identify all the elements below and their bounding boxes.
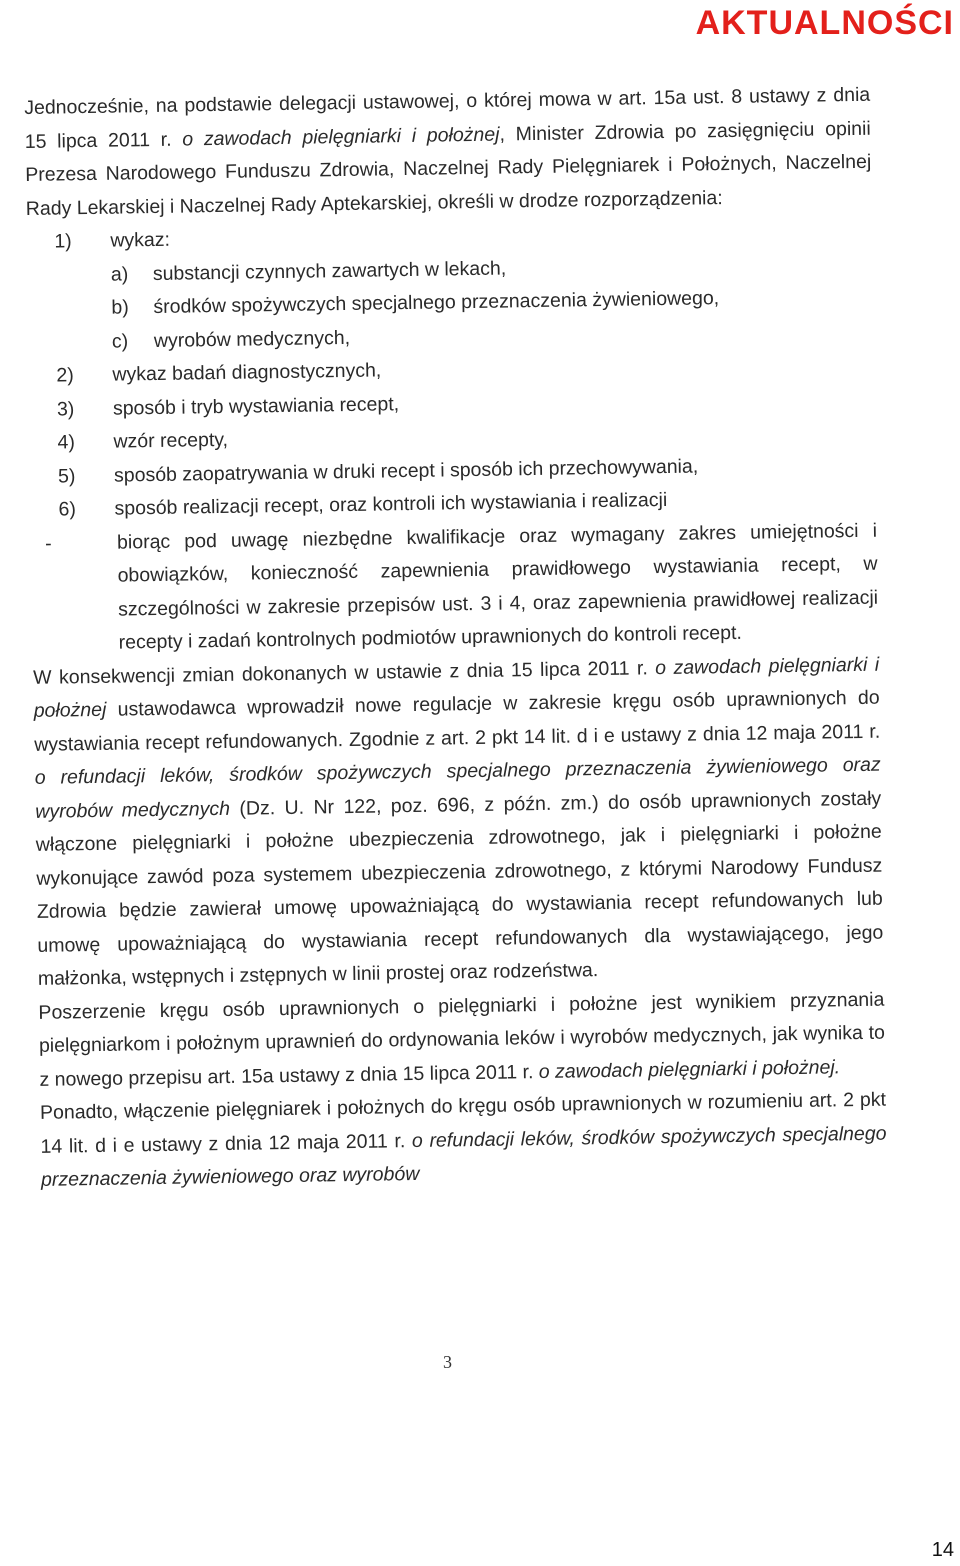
list-item: 3) sposób i tryb wystawiania recept, bbox=[56, 392, 400, 421]
document-body bbox=[24, 79, 887, 1198]
page-number: 3 bbox=[443, 1352, 452, 1372]
list-subitem: a) substancji czynnych zawartych w lekach, bbox=[110, 256, 507, 286]
list-item: 6) sposób realizacji recept, oraz kontroli ich wystawiania i realizacji bbox=[58, 488, 668, 521]
dash-item: - biorąc pod uwagę niezbędne kwalifikacje oraz wymagany zakres umiejętności i obowiązków, konieczność zapewnienia prawidłowego wystawiania recept, w szczególności w zakresie przepisów ust. 3 i 4, oraz zapewnienia prawidłowej realizacji recepty i zadań kontrolnych podmiotów uprawnionych do kontroli recept. bbox=[44, 519, 879, 654]
extension-paragraph: Poszerzenie kręgu osób uprawnionych o pielęgniarki i położne jest wynikiem przyznania pielęgniarkom i położnym uprawnień do ordynowania leków i wyrobów medycznych, jak wynika to z nowego przepisu art. 15a ustawy z dnia 15 lipca 2011 r. o zawodach pielęgniarki i położnej. bbox=[38, 988, 886, 1091]
section-header: AKTUALNOŚCI bbox=[695, 4, 954, 42]
intro-italic: o zawodach pielęgniarki i położnej bbox=[182, 123, 500, 151]
regulation-list bbox=[26, 213, 879, 662]
list-subitem: b) środków spożywczych specjalnego przeznaczenia żywieniowego, bbox=[111, 287, 720, 319]
consequence-paragraph: W konsekwencji zmian dokonanych w ustawie z dnia 15 lipca 2011 r. o zawodach pielęgniarki i położnej ustawodawca wprowadził nowe regulacje w zakresie kręgu osób uprawnionych do wystawiania recept refundowanych. Zgodnie z art. 2 pkt 14 lit. d i e ustawy z dnia 12 maja 2011 r. o refundacji leków, środków spożywczych specjalnego przeznaczenia żywieniowego oraz wyrobów medycznych (Dz. U. Nr 122, poz. 696, z późn. zm.) do osób uprawnionych zostały włączone pielęgniarki i położne ubezpieczenia zdrowotnego, jak i pielęgniarki i położne wykonujące zawód poza systemem ubezpieczenia zdrowotnego, z którymi Narodowy Fundusz Zdrowia będzie zawierał umowę upoważniającą do wystawiania recept refundowanych lub umowę upoważniającą do wystawiania recept refundowanych dla wystawiającego, jego małżonka, wstępnych i zstępnych w linii prostej oraz rodzeństwa. bbox=[33, 653, 884, 990]
furthermore-paragraph: Ponadto, włączenie pielęgniarek i położnych do kręgu osób uprawnionych w rozumieniu art. 2 pkt 14 lit. d i e ustawy z dnia 12 maja 2011 r. o refundacji leków, środków spożywczych specjalnego przeznaczenia żywieniowego oraz wyrobów bbox=[39, 1088, 887, 1191]
intro-rest: , Minister Zdrowia po zasięgnięciu opinii Prezesa Narodowego Funduszu Zdrowia, Naczelnej Rady Pielęgniarek i Położnych, Naczelnej Rady Lekarskiej i Naczelnej Rady Aptekarskiej, określi w drodze rozporządzenia: bbox=[25, 117, 872, 220]
list-item: 5) sposób zaopatrywania w druki recept i sposób ich przechowywania, bbox=[57, 454, 699, 488]
list-item: 4) wzór recepty, bbox=[57, 428, 229, 454]
list-subitem: c) wyrobów medycznych, bbox=[111, 326, 351, 353]
list-item: 2) wykaz badań diagnostycznych, bbox=[56, 359, 382, 387]
intro-paragraph bbox=[24, 79, 872, 226]
footer-page-number: 14 bbox=[931, 1539, 954, 1561]
list-item: 1) wykaz: bbox=[54, 228, 171, 253]
intro-text: Jednocześnie, na podstawie delegacji ustawowej, o której mowa w art. 15a ust. 8 ustawy z dnia 15 lipca 2011 r. bbox=[24, 83, 871, 153]
